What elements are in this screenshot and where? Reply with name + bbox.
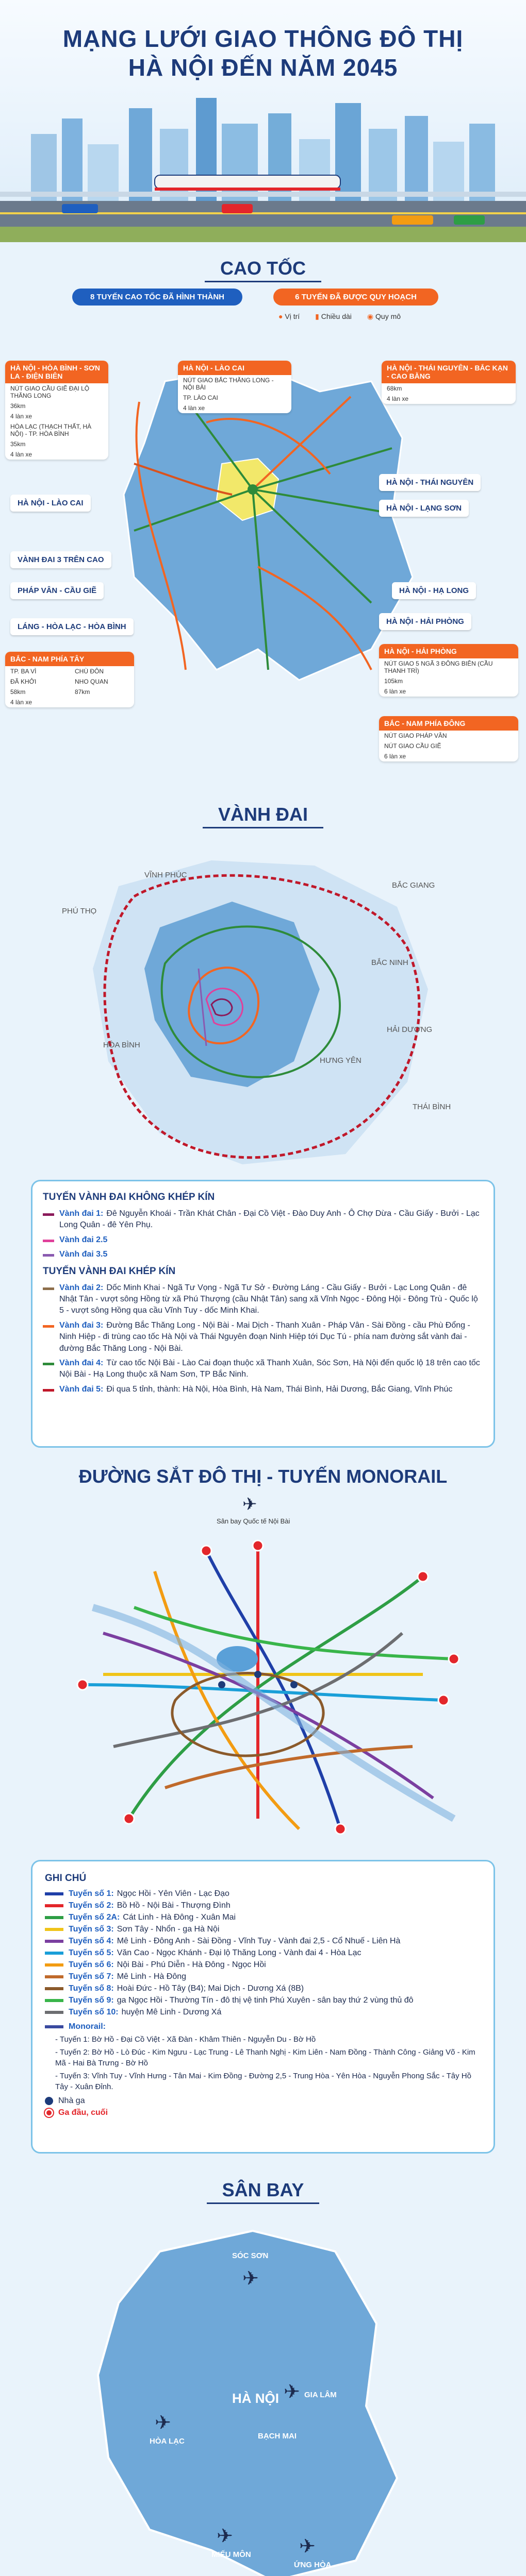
card-row: 58km <box>10 688 26 696</box>
place-hung-yen: HƯNG YÊN <box>320 1056 361 1065</box>
airplane-icon: ✈ <box>242 1495 257 1514</box>
place-phu-tho: PHÚ THỌ <box>62 907 97 916</box>
card-bac-nam-phia-dong <box>379 716 518 761</box>
place-gia-lam: GIA LÂM <box>304 2391 337 2399</box>
card-hn-lao-cai <box>178 361 291 413</box>
legend-scale: ◉ Quy mô <box>367 312 401 320</box>
monorail-route-3: - Tuyến 3: Vĩnh Tuy - Vĩnh Hưng - Tân Mai - Kim Đồng - Đường 2,5 - Trung Hòa - Yên Hòa - Nguyễn Phong Sắc - Tây Hồ Tây - Xuân Đỉnh. <box>55 2072 471 2091</box>
belt-vd3: Vành đai 3: Đường Bắc Thăng Long - Nội Bài - Mai Dịch - Thanh Xuân - Pháp Vân - Sài Đồng - cầu Phù Đổng - Ninh Hiệp - đi trùng cao tốc Hà Nội và Thái Nguyên đoạn Ninh Hiệp tới Dục Tú - phía nam đường sắt vành đai - đường Bắc Thăng Long - Nội Bài. <box>43 1320 483 1354</box>
city-skyline-illustration <box>0 77 526 242</box>
card-row: 87km <box>75 688 90 696</box>
route-label-lang-hoa-lac: LÁNG - HÒA LẠC - HÒA BÌNH <box>10 618 134 635</box>
section-title-vanh-dai: VÀNH ĐAI <box>0 804 526 825</box>
card-row: NÚT GIAO 5 NGÃ 3 ĐÔNG BIÊN (CẦU THANH TRÌ) <box>384 660 493 674</box>
route-label-hn-lang-son: HÀ NỘI - LẠNG SƠN <box>379 500 469 517</box>
legend-station: Nhà ga <box>45 2096 481 2106</box>
route-label-vd3: VÀNH ĐAI 3 TRÊN CAO <box>10 551 111 568</box>
belt-vd35: Vành đai 3.5 <box>43 1249 483 1260</box>
card-hn-hai-phong <box>379 644 518 697</box>
place-ha-noi: HÀ NỘI <box>232 2391 279 2406</box>
metro-map <box>52 1530 474 1850</box>
card-row: 4 làn xe <box>10 699 32 706</box>
place-hoa-binh: HÒA BÌNH <box>103 1041 140 1049</box>
airport-gia-lam-icon: ✈ <box>284 2381 300 2403</box>
belt-vd5: Vành đai 5: Đi qua 5 tỉnh, thành: Hà Nội, Hòa Bình, Hà Nam, Thái Bình, Hải Dương, Bắc Giang, Vĩnh Phúc <box>43 1384 483 1395</box>
legend-length: ▮ Chiều dài <box>315 312 352 320</box>
main-title-line2: HÀ NỘI ĐẾN NĂM 2045 <box>128 54 398 81</box>
metro-line-1: Tuyến số 1: Ngọc Hồi - Yên Viên - Lạc Đạo <box>45 1889 481 1899</box>
place-mieu-mon: MIẾU MÔN <box>211 2550 251 2559</box>
metro-line-4: Tuyến số 4: Mê Linh - Đông Anh - Sài Đồng - Vĩnh Tuy - Vành đai 2,5 - Cổ Nhuế - Liên Hà <box>45 1937 481 1946</box>
metro-line-7: Tuyến số 7: Mê Linh - Hà Đông <box>45 1972 481 1981</box>
card-row: 35km <box>10 440 26 448</box>
card-row: 6 làn xe <box>384 753 406 760</box>
card-row: NÚT GIAO CẦU GIẼ <box>384 742 441 750</box>
airport-hoa-lac-icon: ✈ <box>155 2412 171 2434</box>
card-row: TP. BA VÌ <box>10 668 37 675</box>
place-soc-son: SÓC SƠN <box>232 2251 269 2260</box>
card-title: HÀ NỘI - HẢI PHÒNG <box>379 644 518 658</box>
ruler-icon: ▮ <box>315 312 319 320</box>
monorail-heading: Monorail: <box>45 2022 481 2031</box>
route-label-phap-van: PHÁP VÂN - CẦU GIẼ <box>10 582 104 599</box>
route-label-hn-thai-nguyen: HÀ NỘI - THÁI NGUYÊN <box>379 474 481 491</box>
terminal-dot-icon <box>45 2109 53 2117</box>
place-bach-mai: BẠCH MAI <box>258 2432 297 2441</box>
place-hoa-lac: HÒA LẠC <box>150 2437 185 2446</box>
heading-closed-ring: TUYẾN VÀNH ĐAI KHÉP KÍN <box>43 1265 176 1277</box>
card-row: 4 làn xe <box>183 404 205 412</box>
tag-existing-expressways: 8 TUYẾN CAO TỐC ĐÃ HÌNH THÀNH <box>72 289 242 306</box>
metro-line-2a: Tuyến số 2A: Cát Linh - Hà Đông - Xuân Mai <box>45 1913 481 1922</box>
airport-noi-bai-icon: ✈ <box>242 2268 259 2290</box>
card-row: CHÙ ĐÔN <box>75 668 104 675</box>
card-row: 4 làn xe <box>387 395 409 402</box>
ring-road-legend-box <box>31 1180 495 1448</box>
section-title-metro: ĐƯỜNG SẮT ĐÔ THỊ - TUYẾN MONORAIL <box>78 1466 448 1487</box>
cao-toc-legend <box>278 312 401 321</box>
card-row: 105km <box>384 677 403 685</box>
main-title-line1: MẠNG LƯỚI GIAO THÔNG ĐÔ THỊ <box>62 25 464 52</box>
card-row: 68km <box>387 385 402 392</box>
metro-legend-box <box>31 1860 495 2154</box>
card-row: 36km <box>10 402 26 410</box>
card-row: NHO QUAN <box>75 678 108 685</box>
airport-label: Sân bay Quốc tế Nội Bài <box>217 1517 290 1525</box>
card-row: 4 làn xe <box>10 413 32 420</box>
place-bac-giang: BẮC GIANG <box>392 881 435 890</box>
card-hn-hb-sl-db <box>5 361 108 460</box>
location-pin-icon: ● <box>278 312 283 320</box>
card-title: HÀ NỘI - LÀO CAI <box>178 361 291 375</box>
airport-ung-hoa-icon: ✈ <box>299 2536 316 2557</box>
card-hn-tn-bk-cb <box>382 361 516 404</box>
metro-line-3: Tuyến số 3: Sơn Tây - Nhổn - ga Hà Nội <box>45 1925 481 1934</box>
card-row: NÚT GIAO PHÁP VÂN <box>384 732 447 739</box>
card-row: 4 làn xe <box>10 451 32 458</box>
card-row: NÚT GIAO CẦU GIẼ ĐẠI LỘ THĂNG LONG <box>10 385 90 399</box>
card-title: HÀ NỘI - HÒA BÌNH - SƠN LA - ĐIỆN BIÊN <box>5 361 108 383</box>
card-title: HÀ NỘI - THÁI NGUYÊN - BẮC KẠN - CAO BẰNG <box>382 361 516 383</box>
route-label-hn-hai-phong: HÀ NỘI - HẢI PHÒNG <box>379 613 471 630</box>
route-label-hn-ha-long: HÀ NỘI - HẠ LONG <box>392 582 476 599</box>
belt-vd1: Vành đai 1: Đê Nguyễn Khoái - Trần Khát Chân - Đại Cồ Việt - Đào Duy Anh - Ô Chợ Dừa - Cầu Giấy - Bưởi - Lạc Long Quân - đê Yên Phụ. <box>43 1208 483 1231</box>
metro-line-5: Tuyến số 5: Văn Cao - Ngọc Khánh - Đại lộ Thăng Long - Vành đai 4 - Hòa Lạc <box>45 1948 481 1958</box>
metro-line-10: Tuyến số 10: huyện Mê Linh - Dương Xá <box>45 2008 481 2017</box>
metro-line-8: Tuyến số 8: Hoài Đức - Hồ Tây (B4); Mai Dịch - Dương Xá (8B) <box>45 1984 481 1993</box>
place-hai-duong: HẢI DƯƠNG <box>387 1025 433 1034</box>
belt-vd25: Vành đai 2.5 <box>43 1234 483 1246</box>
card-bac-nam-phia-tay <box>5 652 134 707</box>
section-title-cao-toc: CAO TỐC <box>0 258 526 279</box>
place-bac-ninh: BẮC NINH <box>371 958 408 967</box>
heading-open-ring: TUYẾN VÀNH ĐAI KHÔNG KHÉP KÍN <box>43 1192 215 1202</box>
tag-planned-expressways: 6 TUYẾN ĐÃ ĐƯỢC QUY HOẠCH <box>273 289 438 306</box>
ghi-chu-title: GHI CHÚ <box>45 1873 87 1884</box>
lanes-icon: ◉ <box>367 312 374 320</box>
metro-line-9: Tuyến số 9: ga Ngọc Hồi - Thường Tín - đô thị vệ tinh Phú Xuyên - sân bay thứ 2 vùng thủ đô <box>45 1996 481 2005</box>
card-row: 6 làn xe <box>384 688 406 695</box>
card-title: BẮC - NAM PHÍA TÂY <box>5 652 134 666</box>
card-row: HÒA LẠC (THẠCH THẤT, HÀ NỘI) - TP. HÒA BÌNH <box>10 423 92 437</box>
card-row: TP. LÀO CAI <box>183 394 218 401</box>
card-title: BẮC - NAM PHÍA ĐÔNG <box>379 716 518 731</box>
legend-location: ● Vị trí <box>278 312 300 320</box>
place-thai-binh: THÁI BÌNH <box>413 1103 451 1111</box>
legend-terminal: Ga đầu, cuối <box>45 2108 481 2117</box>
monorail-route-2: - Tuyến 2: Bờ Hồ - Lò Đúc - Kim Ngưu - Lạc Trung - Lê Thanh Nghị - Kim Liên - Nam Đồng - Thành Công - Giảng Võ - Kim Mã - Hai Bà Trưng - Bờ Hồ <box>55 2048 475 2067</box>
route-label-hn-lao-cai: HÀ NỘI - LÀO CAI <box>10 495 91 512</box>
metro-line-2: Tuyến số 2: Bồ Hồ - Nội Bài - Thượng Đình <box>45 1901 481 1910</box>
belt-vd2: Vành đai 2: Dốc Minh Khai - Ngã Tư Vọng - Ngã Tư Sở - Đường Láng - Cầu Giấy - Bưởi - Lạc Long Quân - đê Nhật Tân - vượt sông Hồng từ xã Phú Thượng (cầu Nhật Tân) sang xã Vĩnh Ngọc - Đông Hội - Đông Trù - Quốc lộ 5 - vượt sông Hồng qua cầu Vĩnh Tuy - dốc Minh Khai. <box>43 1282 483 1317</box>
metro-line-6: Tuyến số 6: Nội Bài - Phú Diễn - Hà Đông - Ngọc Hồi <box>45 1960 481 1970</box>
card-row: ĐÃ KHỞI <box>10 678 37 685</box>
airport-mieu-mon-icon: ✈ <box>217 2526 233 2547</box>
place-vinh-phuc: VĨNH PHÚC <box>144 871 187 879</box>
card-row: NÚT GIAO BẮC THĂNG LONG - NỘI BÀI <box>183 377 274 391</box>
belt-vd4: Vành đai 4: Từ cao tốc Nội Bài - Lào Cai đoạn thuộc xã Thanh Xuân, Sóc Sơn, Hà Nội đến quốc lộ 18 trên cao tốc Nội Bài - Hạ Long thuộc xã Nam Sơn, TP Bắc Ninh. <box>43 1358 483 1381</box>
place-ung-hoa: ỨNG HÒA <box>294 2561 332 2569</box>
station-dot-icon <box>45 2097 53 2105</box>
monorail-route-1: - Tuyến 1: Bờ Hồ - Đại Cồ Việt - Xã Đàn - Khâm Thiên - Nguyễn Du - Bờ Hồ <box>55 2035 316 2044</box>
section-title-san-bay: SÂN BAY <box>0 2179 526 2201</box>
ring-road-map <box>77 845 449 1175</box>
